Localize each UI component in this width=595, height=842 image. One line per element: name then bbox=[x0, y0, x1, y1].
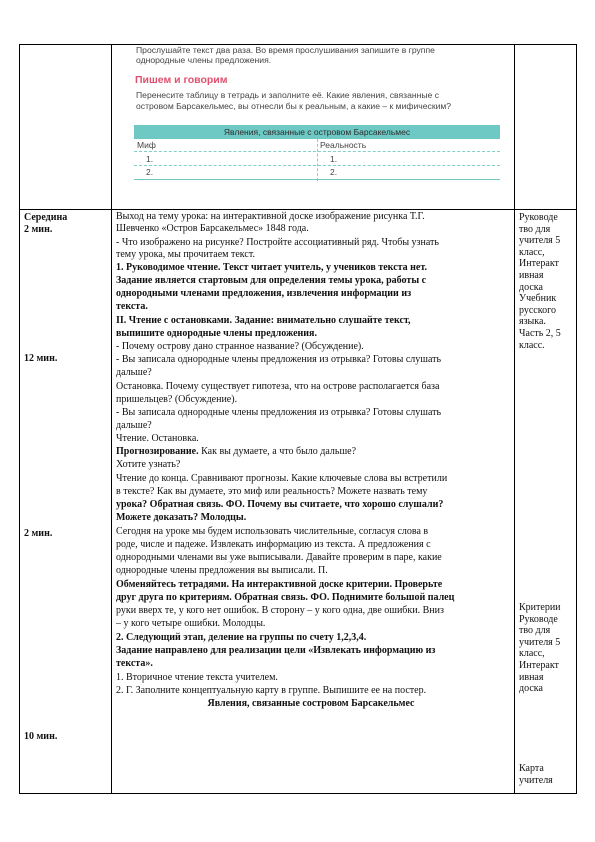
myth-row-2: 2. bbox=[146, 167, 154, 177]
excerpt-heading: Пишем и говорим bbox=[135, 74, 228, 86]
content-line: тему урока, мы прочитаем текст. bbox=[116, 249, 255, 260]
resource-line: Руководе bbox=[519, 613, 558, 625]
resources-cell bbox=[519, 212, 577, 351]
resource-line: Учебник bbox=[519, 293, 557, 305]
content-line: Выход на тему урока: на интерактивной доске изображение рисунка Т.Г. bbox=[116, 211, 425, 222]
resource-line: тво для bbox=[519, 223, 551, 235]
content-line: однородные члены предложения вы выписали. П. bbox=[116, 565, 328, 576]
content-line: Остановка. Почему существует гипотеза, что на острове располагается база bbox=[116, 381, 440, 392]
content-line: Шевченко «Остров Барсакельмес» 1848 года. bbox=[116, 223, 309, 234]
content-line: Чтение. Остановка. bbox=[116, 433, 199, 444]
resource-line: Интеракт bbox=[519, 659, 559, 671]
content-line: Сегодня на уроке мы будем использовать числительные, согласуя слова в bbox=[116, 526, 429, 537]
phenomena-table-header: Явления, связанные с островом Барсакельмес bbox=[134, 125, 500, 139]
content-line: пришельцев? (Обсуждение). bbox=[116, 394, 238, 405]
content-line: 2. Г. Заполните концептуальную карту в группе. Выпишите ее на постер. bbox=[116, 685, 427, 696]
content-line: выпишите однородные члены предложения. bbox=[116, 328, 317, 339]
resource-line: Руководе bbox=[519, 212, 558, 223]
resource-line: доска bbox=[519, 281, 543, 293]
content-line: Можете доказать? Молодцы. bbox=[116, 512, 247, 523]
reality-row-2: 2. bbox=[330, 167, 338, 177]
resource-line: учителя 5 bbox=[519, 636, 561, 648]
resources-cell bbox=[519, 602, 577, 695]
resource-line: доска bbox=[519, 683, 543, 695]
column-divider-time bbox=[111, 45, 112, 793]
content-line: 2. Следующий этап, деление на группы по счету 1,2,3,4. bbox=[116, 632, 367, 643]
content-line: - Что изображено на рисунке? Постройте ассоциативный ряд. Чтобы узнать bbox=[116, 237, 439, 248]
content-line: - Вы записала однородные члены предложения из отрывка? Готовы слушать bbox=[116, 407, 442, 418]
resource-line: языка. bbox=[519, 316, 546, 328]
content-line: руки вверх те, у кого нет ошибок. В сторону – у кого одна, две ошибки. Вниз bbox=[116, 605, 444, 616]
column-reality-label: Реальность bbox=[320, 140, 367, 150]
resource-line: Интеракт bbox=[519, 258, 559, 270]
excerpt-task-line: островом Барсакельмес, вы отнесли бы к реальным, а какие – к мифическим? bbox=[136, 101, 452, 111]
time-label: 2 мин. bbox=[24, 528, 53, 539]
content-line: друг друга по критериям. Обратная связь. ФО. Поднимите большой палец bbox=[116, 592, 455, 603]
resource-line: тво для bbox=[519, 625, 551, 637]
content-line: 1. Руководимое чтение. Текст читает учитель, у учеников текста нет. bbox=[116, 262, 428, 273]
phenomena-table bbox=[134, 125, 500, 181]
content-line: – у кого четыре ошибки. Молодцы. bbox=[116, 618, 266, 629]
content-line: - Вы записала однородные члены предложения из отрывка? Готовы слушать bbox=[116, 354, 442, 365]
content-line: Обменяйтесь тетрадями. На интерактивной доске критерии. Проверьте bbox=[116, 579, 443, 590]
content-line: урока? Обратная связь. ФО. Почему вы считаете, что хорошо слушали? bbox=[116, 499, 444, 510]
resource-line: русского bbox=[519, 304, 556, 316]
content-line: Задание является стартовым для определения темы урока, работы с bbox=[116, 275, 427, 286]
resource-line: класс, bbox=[519, 648, 545, 660]
content-line: II. Чтение с остановками. Задание: внимательно слушайте текст, bbox=[116, 315, 411, 326]
resource-line: Часть 2, 5 bbox=[519, 327, 561, 339]
content-line bbox=[116, 446, 356, 457]
table-column-rule bbox=[317, 139, 318, 181]
resource-line: Карта bbox=[519, 763, 544, 774]
content-line: в тексте? Как вы думаете, это миф или реальность? Можете назвать тему bbox=[116, 486, 428, 497]
content-line: текста». bbox=[116, 658, 153, 669]
content-line: - Почему острову дано странное название? (Обсуждение). bbox=[116, 341, 364, 352]
content-line: дальше? bbox=[116, 420, 152, 431]
stage-cell bbox=[24, 212, 67, 235]
content-line: однородными членами предложения, извлечения информации из bbox=[116, 288, 412, 299]
content-line: однородными членами вы уже выписывали. Давайте проверим в паре, какие bbox=[116, 552, 442, 563]
stage-time: 2 мин. bbox=[24, 223, 53, 235]
textbook-excerpt bbox=[116, 44, 501, 184]
resource-line: ивная bbox=[519, 269, 544, 281]
content-line: Чтение до конца. Сравнивают прогнозы. Какие ключевые слова вы встретили bbox=[116, 473, 448, 484]
resource-line: класс, bbox=[519, 246, 545, 258]
reality-row-1: 1. bbox=[330, 154, 338, 164]
stage-name: Середина bbox=[24, 212, 68, 223]
time-label: 10 мин. bbox=[24, 731, 58, 742]
excerpt-line: Прослушайте текст два раза. Во время прослушивания запишите в группе bbox=[136, 45, 435, 55]
column-divider-resources bbox=[514, 45, 515, 793]
content-line: Хотите узнать? bbox=[116, 459, 181, 470]
resource-line: класс. bbox=[519, 339, 545, 351]
content-line: роде, числе и падеже. Извлекать информацию из текста. А предложения с bbox=[116, 539, 431, 550]
content-line: 1. Вторичное чтение текста учителем. bbox=[116, 672, 278, 683]
resource-line: ивная bbox=[519, 671, 544, 683]
forecast-question: Как вы думаете, а что было дальше? bbox=[198, 446, 357, 457]
resources-cell bbox=[519, 763, 577, 786]
content-line: текста. bbox=[116, 301, 148, 312]
content-line: Задание направлено для реализации цели «Извлекать информацию из bbox=[116, 645, 436, 656]
excerpt-task-line: Перенесите таблицу в тетрадь и заполните её. Какие явления, связанные с bbox=[136, 90, 440, 100]
content-line: дальше? bbox=[116, 367, 152, 378]
forecast-label: Прогнозирование. bbox=[116, 446, 199, 457]
excerpt-line: однородные члены предложения. bbox=[136, 55, 272, 65]
column-myth-label: Миф bbox=[137, 140, 156, 150]
resource-line: учителя bbox=[519, 774, 553, 786]
content-line: Явления, связанные состровом Барсакельмес bbox=[207, 698, 415, 709]
resource-line: учителя 5 bbox=[519, 235, 561, 247]
myth-row-1: 1. bbox=[146, 154, 154, 164]
time-label: 12 мин. bbox=[24, 353, 58, 364]
resource-line: Критерии bbox=[519, 602, 561, 613]
